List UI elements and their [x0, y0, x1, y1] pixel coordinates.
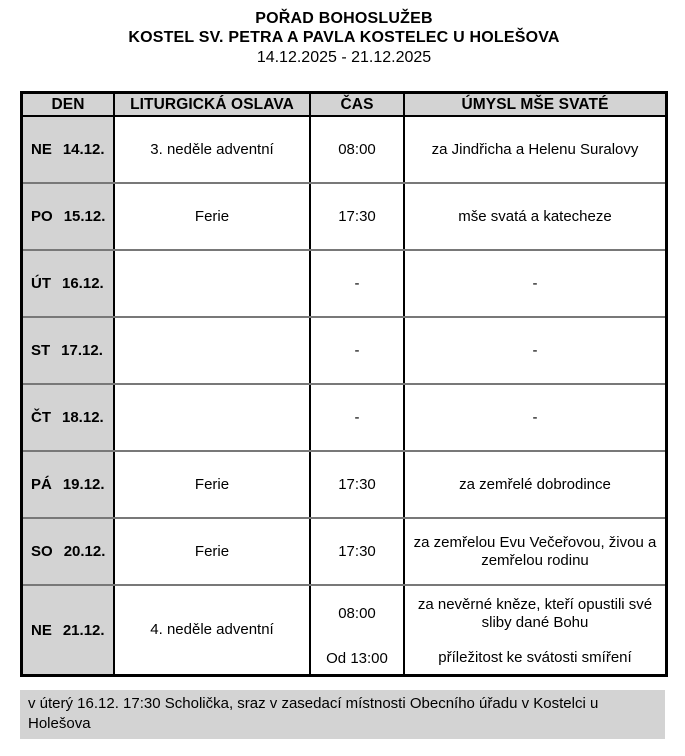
day-date: 17.12.: [61, 342, 103, 359]
time-entry: 08:00: [338, 605, 376, 622]
day-cell: [23, 452, 115, 517]
day-cell: [23, 117, 115, 182]
intention-entry: za nevěrné kněze, kteří opustili své sliby dané Bohu: [417, 596, 653, 631]
intention-cell: za zemřelé dobrodince: [459, 475, 611, 493]
day-cell: [23, 184, 115, 249]
day-date: 19.12.: [62, 476, 105, 493]
intention-cell: za zemřelou Evu Večeřovou, živou a zemřelou rodinu: [413, 533, 657, 569]
intention-cell: -: [532, 274, 538, 292]
column-header-den: DEN: [23, 94, 115, 115]
table-row: [23, 584, 665, 674]
day-date: 20.12.: [63, 543, 106, 560]
intention-cell: [405, 586, 665, 674]
column-header-umysl-mse-svate: ÚMYSL MŠE SVATÉ: [405, 94, 665, 115]
day-abbrev: PÁ: [31, 476, 52, 493]
celebration-cell: 4. neděle adventní: [115, 586, 311, 674]
day-abbrev: ÚT: [31, 275, 51, 292]
page-title: POŘAD BOHOSLUŽEB: [255, 10, 433, 27]
footer-note: v úterý 16.12. 17:30 Scholička, sraz v zasedací místnosti Obecního úřadu v Kostelci u Holešova: [20, 690, 665, 739]
table-row: [23, 316, 665, 383]
time-cell: -: [311, 251, 405, 316]
time-cell: -: [311, 385, 405, 450]
day-date: 21.12.: [62, 621, 105, 639]
day-cell: [23, 586, 115, 674]
celebration-cell: 3. neděle adventní: [115, 117, 311, 182]
celebration-cell: Ferie: [115, 184, 311, 249]
table-header-row: [23, 94, 665, 117]
day-date: 15.12.: [63, 208, 106, 225]
document-header: [20, 9, 668, 67]
column-header-liturgicka-oslava: LITURGICKÁ OSLAVA: [115, 94, 311, 115]
day-cell: [23, 318, 115, 383]
celebration-cell: Ferie: [115, 519, 311, 584]
day-abbrev: PO: [31, 208, 53, 225]
day-abbrev: NE: [31, 141, 52, 158]
celebration-cell: Ferie: [115, 452, 311, 517]
table-row: [23, 450, 665, 517]
page-subtitle: KOSTEL SV. PETRA A PAVLA KOSTELEC U HOLEŠOVA: [128, 29, 560, 46]
day-cell: [23, 385, 115, 450]
celebration-cell: [115, 385, 311, 450]
celebration-cell: [115, 251, 311, 316]
day-date: 16.12.: [62, 275, 104, 292]
time-cell: [311, 586, 405, 674]
table-row: [23, 383, 665, 450]
column-header-cas: ČAS: [311, 94, 405, 115]
time-cell: 17:30: [311, 184, 405, 249]
celebration-cell: [115, 318, 311, 383]
day-abbrev: ČT: [31, 409, 51, 426]
date-range: 14.12.2025 - 21.12.2025: [256, 49, 432, 66]
day-date: 18.12.: [62, 409, 104, 426]
time-cell: -: [311, 318, 405, 383]
day-date: 14.12.: [62, 141, 105, 158]
intention-entry: příležitost ke svátosti smíření: [438, 649, 632, 666]
schedule-table: [20, 91, 668, 677]
day-abbrev: ST: [31, 342, 51, 359]
time-cell: 08:00: [311, 117, 405, 182]
day-cell: [23, 251, 115, 316]
time-cell: 17:30: [311, 519, 405, 584]
intention-cell: za Jindřicha a Helenu Suralovy: [431, 140, 639, 158]
day-cell: [23, 519, 115, 584]
day-abbrev: NE: [31, 621, 52, 639]
table-row: [23, 517, 665, 584]
intention-cell: -: [532, 408, 538, 426]
intention-cell: -: [532, 341, 538, 359]
table-row: [23, 249, 665, 316]
time-entry: Od 13:00: [326, 650, 388, 667]
day-abbrev: SO: [31, 543, 53, 560]
table-row: [23, 182, 665, 249]
time-cell: 17:30: [311, 452, 405, 517]
intention-cell: mše svatá a katecheze: [458, 207, 612, 225]
table-row: [23, 117, 665, 182]
